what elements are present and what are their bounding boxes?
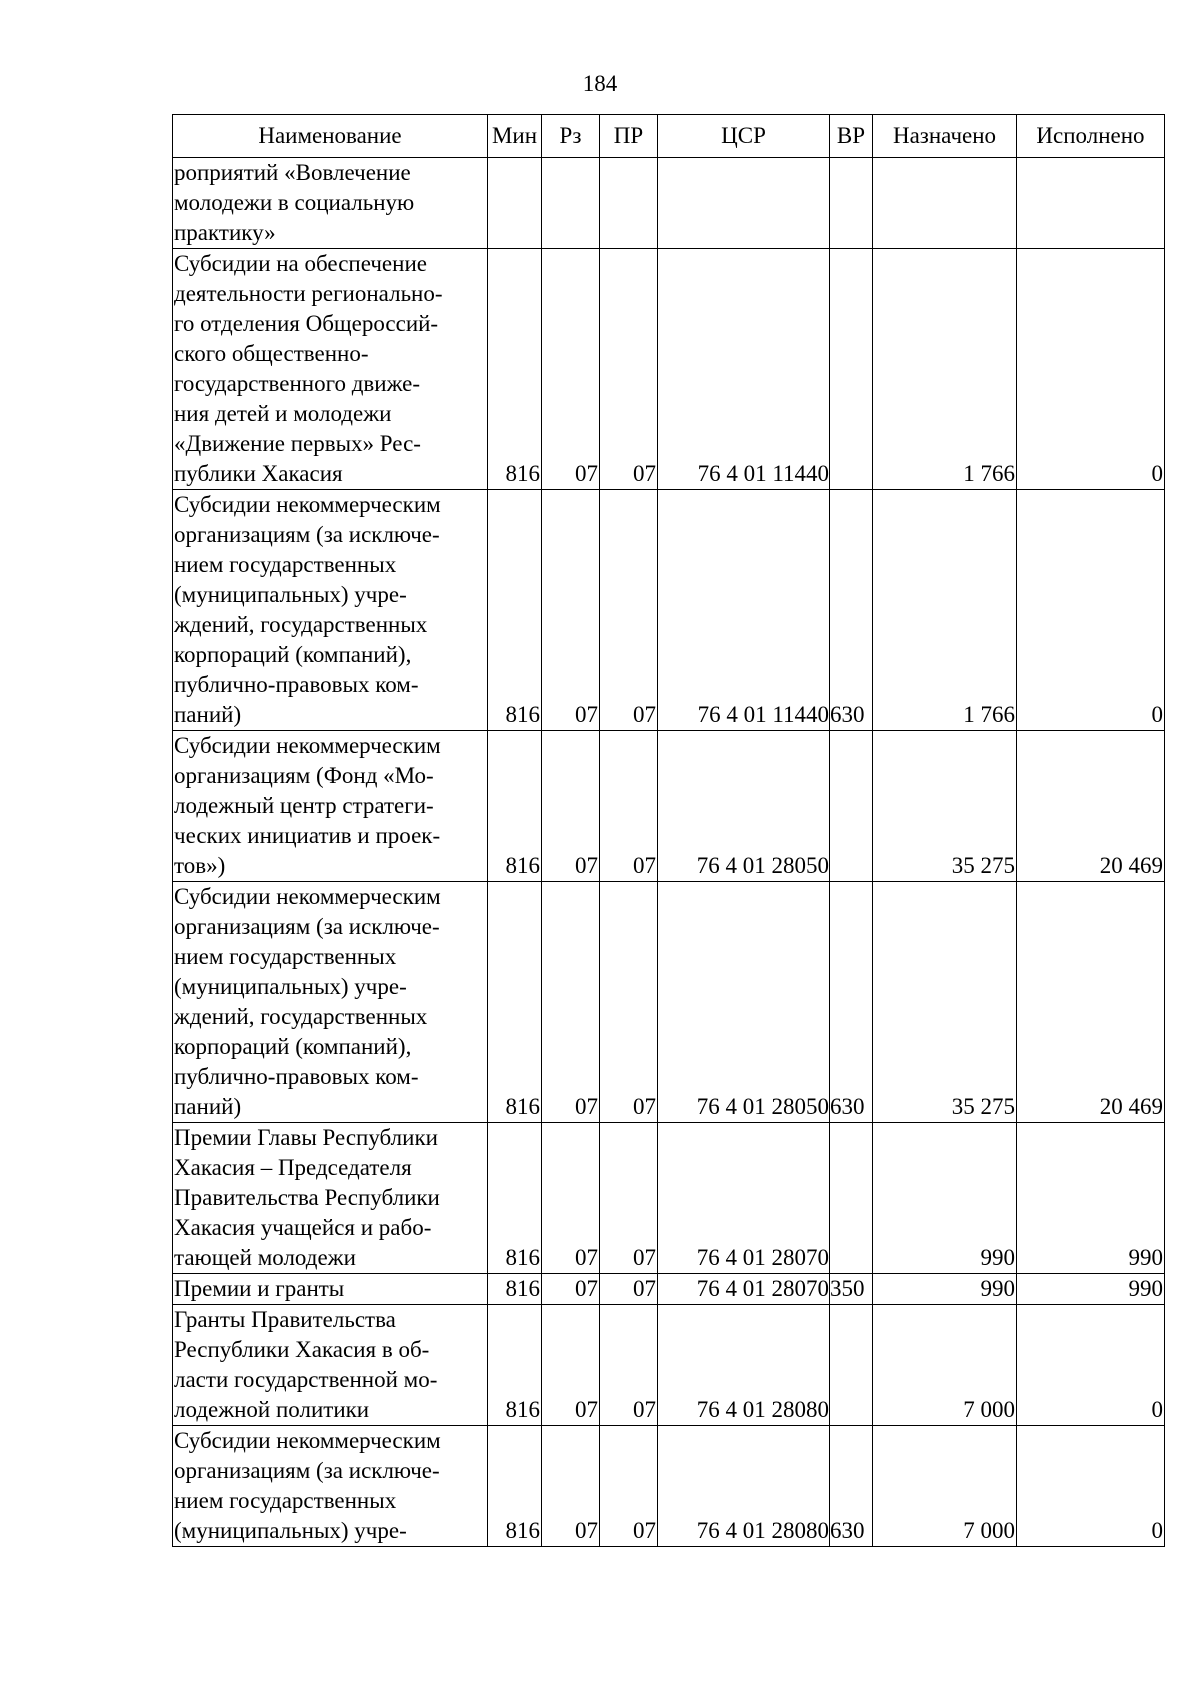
row-rz: 07 — [542, 731, 600, 882]
row-ispolneno — [1017, 158, 1165, 249]
table-row — [173, 1426, 1165, 1547]
row-pr: 07 — [600, 731, 658, 882]
row-min: 816 — [488, 249, 542, 490]
table-row — [173, 1274, 1165, 1305]
header-naznacheno: Назначено — [873, 115, 1017, 158]
header-name: Наименование — [173, 115, 488, 158]
row-vr — [830, 1123, 873, 1274]
row-naznacheno: 7 000 — [873, 1305, 1017, 1426]
row-vr: 630 — [830, 490, 873, 731]
row-rz: 07 — [542, 249, 600, 490]
table-row — [173, 731, 1165, 882]
row-vr — [830, 1305, 873, 1426]
row-min: 816 — [488, 731, 542, 882]
row-naznacheno: 7 000 — [873, 1426, 1017, 1547]
row-naznacheno: 990 — [873, 1274, 1017, 1305]
header-vr: ВР — [830, 115, 873, 158]
header-rz: Рз — [542, 115, 600, 158]
row-min: 816 — [488, 490, 542, 731]
row-csr: 76 4 01 28070 — [658, 1123, 830, 1274]
row-rz: 07 — [542, 882, 600, 1123]
row-name: Субсидии некоммерческим организациям (Фонд «Мо- лодежный центр стратеги- ческих инициатив и проек- тов») — [173, 731, 488, 882]
row-vr — [830, 731, 873, 882]
row-name: Премии Главы Республики Хакасия – Председателя Правительства Республики Хакасия учащейся и рабо- тающей молодежи — [173, 1123, 488, 1274]
row-name: Субсидии на обеспечение деятельности регионально- го отделения Общероссий- ского общественно- государственного движе- ния детей и молодежи «Движение первых» Рес- публики Хакасия — [173, 249, 488, 490]
budget-table — [172, 114, 1165, 1547]
row-pr — [600, 158, 658, 249]
row-ispolneno: 0 — [1017, 1426, 1165, 1547]
row-pr: 07 — [600, 882, 658, 1123]
row-ispolneno: 0 — [1017, 249, 1165, 490]
row-name: Субсидии некоммерческим организациям (за исключе- нием государственных (муниципальных) учре- ждений, государственных корпораций (компаний), публично-правовых ком- паний) — [173, 882, 488, 1123]
row-min: 816 — [488, 1426, 542, 1547]
row-rz: 07 — [542, 1123, 600, 1274]
row-rz: 07 — [542, 490, 600, 731]
header-ispolneno: Исполнено — [1017, 115, 1165, 158]
row-pr: 07 — [600, 1123, 658, 1274]
row-ispolneno: 20 469 — [1017, 731, 1165, 882]
row-naznacheno: 990 — [873, 1123, 1017, 1274]
table-row — [173, 882, 1165, 1123]
row-ispolneno: 20 469 — [1017, 882, 1165, 1123]
row-naznacheno: 1 766 — [873, 490, 1017, 731]
row-min: 816 — [488, 1123, 542, 1274]
row-min — [488, 158, 542, 249]
row-pr: 07 — [600, 1305, 658, 1426]
row-vr: 350 — [830, 1274, 873, 1305]
row-csr: 76 4 01 28050 — [658, 882, 830, 1123]
row-naznacheno: 35 275 — [873, 731, 1017, 882]
header-min: Мин — [488, 115, 542, 158]
row-csr: 76 4 01 11440 — [658, 490, 830, 731]
row-naznacheno: 35 275 — [873, 882, 1017, 1123]
row-ispolneno: 990 — [1017, 1274, 1165, 1305]
row-name: Гранты Правительства Республики Хакасия в об- ласти государственной мо- лодежной политики — [173, 1305, 488, 1426]
table-row — [173, 1123, 1165, 1274]
row-pr: 07 — [600, 490, 658, 731]
row-ispolneno: 0 — [1017, 490, 1165, 731]
row-ispolneno: 990 — [1017, 1123, 1165, 1274]
row-vr: 630 — [830, 1426, 873, 1547]
row-pr: 07 — [600, 249, 658, 490]
row-rz: 07 — [542, 1305, 600, 1426]
row-min: 816 — [488, 1274, 542, 1305]
table-row — [173, 1305, 1165, 1426]
row-vr: 630 — [830, 882, 873, 1123]
table-row — [173, 249, 1165, 490]
row-csr: 76 4 01 11440 — [658, 249, 830, 490]
row-pr: 07 — [600, 1426, 658, 1547]
row-name: роприятий «Вовлечение молодежи в социальную практику» — [173, 158, 488, 249]
table-row — [173, 158, 1165, 249]
row-rz — [542, 158, 600, 249]
row-naznacheno: 1 766 — [873, 249, 1017, 490]
row-name: Субсидии некоммерческим организациям (за исключе- нием государственных (муниципальных) учре- ждений, государственных корпораций (компаний), публично-правовых ком- паний) — [173, 490, 488, 731]
row-rz: 07 — [542, 1426, 600, 1547]
header-pr: ПР — [600, 115, 658, 158]
row-csr — [658, 158, 830, 249]
row-csr: 76 4 01 28080 — [658, 1426, 830, 1547]
row-pr: 07 — [600, 1274, 658, 1305]
row-name: Субсидии некоммерческим организациям (за исключе- нием государственных (муниципальных) учре- — [173, 1426, 488, 1547]
row-min: 816 — [488, 882, 542, 1123]
table-header-row — [173, 115, 1165, 158]
row-name: Премии и гранты — [173, 1274, 488, 1305]
row-min: 816 — [488, 1305, 542, 1426]
row-vr — [830, 158, 873, 249]
row-vr — [830, 249, 873, 490]
row-naznacheno — [873, 158, 1017, 249]
table-row — [173, 490, 1165, 731]
row-csr: 76 4 01 28070 — [658, 1274, 830, 1305]
row-csr: 76 4 01 28080 — [658, 1305, 830, 1426]
page-number: 184 — [582, 71, 618, 96]
row-ispolneno: 0 — [1017, 1305, 1165, 1426]
row-rz: 07 — [542, 1274, 600, 1305]
header-csr: ЦСР — [658, 115, 830, 158]
row-csr: 76 4 01 28050 — [658, 731, 830, 882]
